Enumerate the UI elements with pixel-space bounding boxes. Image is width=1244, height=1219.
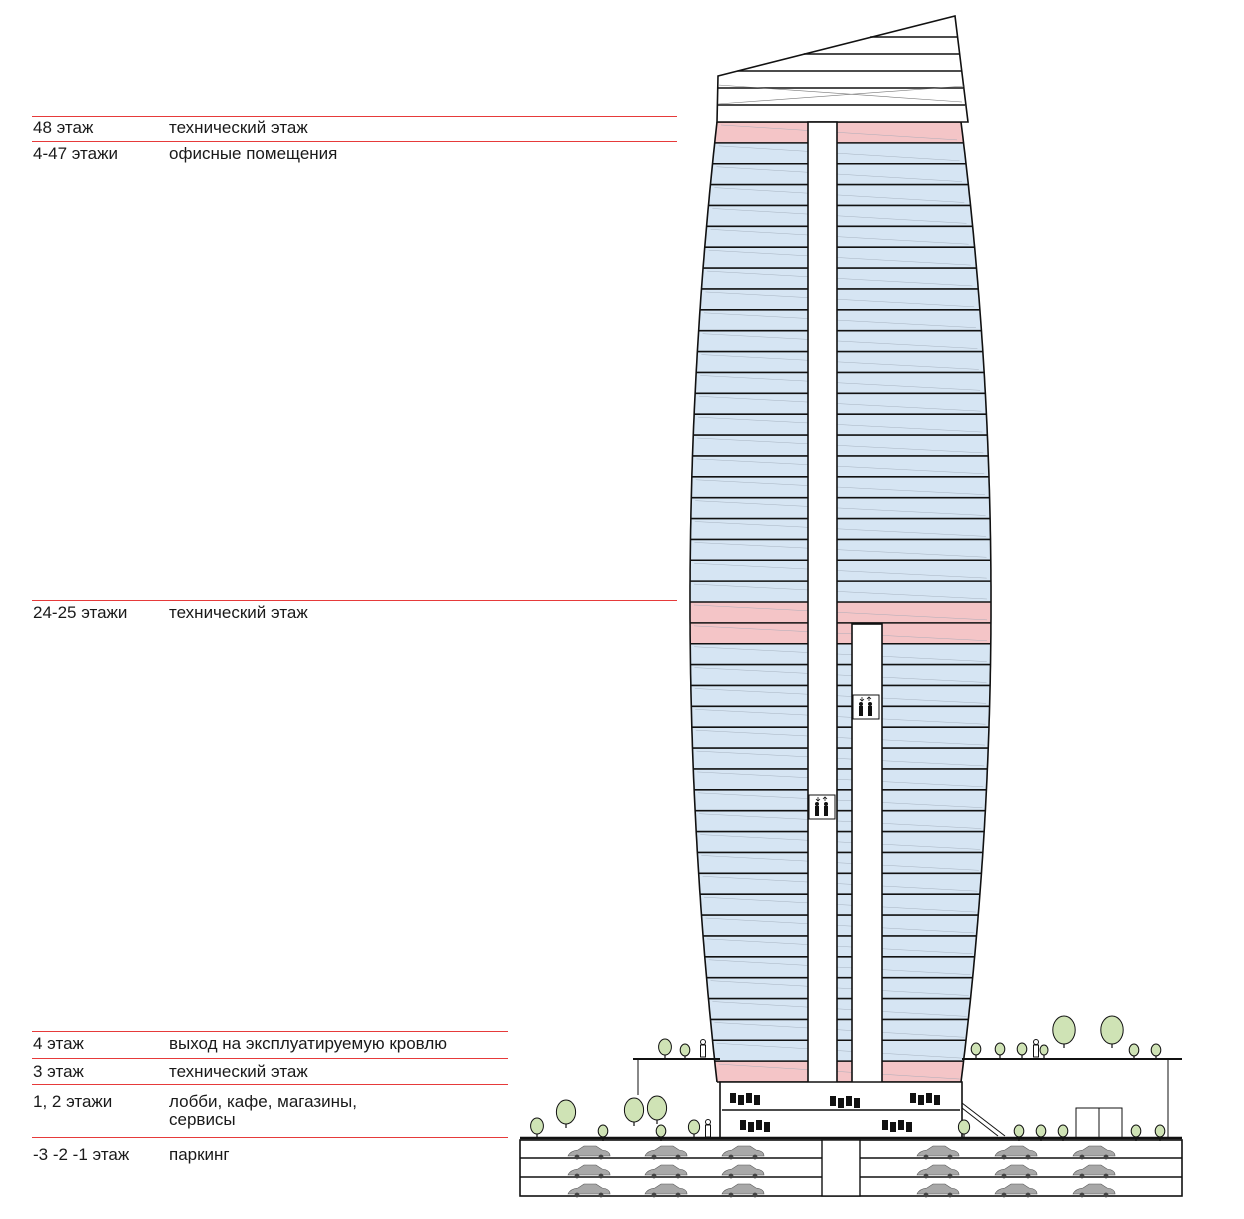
tree-icon (995, 1043, 1005, 1059)
legend-description: выход на эксплуатируемую кровлю (169, 1034, 447, 1053)
furniture-piece (890, 1122, 896, 1132)
tree-crown (1129, 1044, 1139, 1056)
tree-crown (531, 1118, 544, 1134)
tree-icon (688, 1120, 699, 1138)
car-wheel (1080, 1193, 1085, 1198)
car-wheel (1026, 1155, 1031, 1160)
car-wheel (1104, 1174, 1109, 1179)
tree-icon (1101, 1016, 1123, 1048)
car-wheel (575, 1174, 580, 1179)
person-body (706, 1125, 711, 1137)
car-wheel (599, 1155, 604, 1160)
car-wheel (1002, 1155, 1007, 1160)
furniture-piece (918, 1095, 924, 1105)
tree-crown (624, 1098, 643, 1122)
tree-crown (1155, 1125, 1165, 1137)
tree-icon (1017, 1043, 1027, 1059)
legend-description: технический этаж (169, 118, 308, 137)
legend-floor-label: 3 этаж (33, 1062, 84, 1081)
elevator-cab (809, 795, 835, 819)
car-wheel (676, 1155, 681, 1160)
tree-crown (1040, 1045, 1048, 1055)
furniture-piece (748, 1122, 754, 1132)
furniture-piece (730, 1093, 736, 1103)
tree-icon (659, 1039, 672, 1059)
car-wheel (652, 1174, 657, 1179)
tree-icon (647, 1096, 666, 1124)
legend-description: офисные помещения (169, 144, 338, 163)
car-wheel (1002, 1174, 1007, 1179)
furniture-piece (830, 1096, 836, 1106)
tree-crown (659, 1039, 672, 1055)
car-wheel (1026, 1174, 1031, 1179)
tree-crown (1036, 1125, 1046, 1137)
tree-icon (1151, 1044, 1161, 1060)
person-icon (1034, 1040, 1039, 1058)
car-wheel (1002, 1193, 1007, 1198)
person-head (706, 1120, 711, 1125)
furniture-piece (846, 1096, 852, 1106)
legend-floor-label: 24-25 этажи (33, 603, 128, 622)
furniture-piece (934, 1095, 940, 1105)
tree-crown (995, 1043, 1005, 1055)
car-wheel (1104, 1193, 1109, 1198)
person-icon (824, 806, 828, 816)
tree-crown (958, 1120, 969, 1134)
tree-crown (647, 1096, 666, 1120)
person-icon (859, 706, 863, 716)
tree-crown (1058, 1125, 1068, 1137)
person-icon (815, 802, 819, 806)
elevator-icon (853, 695, 879, 719)
furniture-piece (906, 1122, 912, 1132)
furniture-piece (838, 1098, 844, 1108)
car-wheel (924, 1193, 929, 1198)
elevator-cab (853, 695, 879, 719)
car-wheel (575, 1155, 580, 1160)
car-wheel (1026, 1193, 1031, 1198)
car-wheel (599, 1174, 604, 1179)
tree-crown (688, 1120, 699, 1134)
furniture-piece (882, 1120, 888, 1130)
tree-crown (1101, 1016, 1123, 1044)
car-wheel (729, 1193, 734, 1198)
car-wheel (1104, 1155, 1109, 1160)
elevator-icon (809, 795, 835, 819)
legend-description: паркинг (169, 1145, 230, 1164)
tree-icon (624, 1098, 643, 1126)
person-body (1034, 1045, 1039, 1057)
car-wheel (948, 1174, 953, 1179)
car-wheel (753, 1155, 758, 1160)
tree-icon (556, 1100, 575, 1128)
tree-crown (1053, 1016, 1075, 1044)
car-wheel (948, 1193, 953, 1198)
car-wheel (575, 1193, 580, 1198)
legend-description: технический этаж (169, 1062, 308, 1081)
furniture-piece (746, 1093, 752, 1103)
legend-floor-label: 4-47 этажи (33, 144, 118, 163)
furniture-piece (764, 1122, 770, 1132)
person-head (1034, 1040, 1039, 1045)
person-icon (706, 1120, 711, 1138)
tree-crown (656, 1125, 666, 1137)
legend-floor-label: 48 этаж (33, 118, 94, 137)
legend-floor-label: 4 этаж (33, 1034, 84, 1053)
car-wheel (924, 1155, 929, 1160)
tree-icon (680, 1044, 690, 1060)
tree-crown (1131, 1125, 1141, 1137)
tree-crown (556, 1100, 575, 1124)
tree-crown (1017, 1043, 1027, 1055)
car-wheel (676, 1193, 681, 1198)
parking-core (822, 1140, 860, 1196)
tree-icon (971, 1043, 981, 1059)
tower-crown (717, 16, 968, 122)
person-icon (859, 702, 863, 706)
furniture-piece (854, 1098, 860, 1108)
car-wheel (1080, 1174, 1085, 1179)
tree-icon (1129, 1044, 1139, 1060)
car-wheel (652, 1155, 657, 1160)
legend-description: технический этаж (169, 603, 308, 622)
furniture-piece (910, 1093, 916, 1103)
furniture-piece (740, 1120, 746, 1130)
car-wheel (599, 1193, 604, 1198)
elevator-shaft (808, 122, 837, 1084)
car-wheel (652, 1193, 657, 1198)
legend-floor-label: -3 -2 -1 этаж (33, 1145, 130, 1164)
legend-description: лобби, кафе, магазины, сервисы (169, 1092, 357, 1129)
tree-icon (531, 1118, 544, 1138)
tree-crown (680, 1044, 690, 1056)
tree-crown (598, 1125, 608, 1137)
tree-crown (971, 1043, 981, 1055)
person-icon (701, 1040, 706, 1058)
tree-icon (1040, 1045, 1048, 1059)
car-wheel (753, 1174, 758, 1179)
car-wheel (729, 1155, 734, 1160)
car-wheel (948, 1155, 953, 1160)
elevator-shaft (852, 624, 882, 1084)
person-icon (815, 806, 819, 816)
furniture-piece (756, 1120, 762, 1130)
tree-crown (1151, 1044, 1161, 1056)
furniture-piece (926, 1093, 932, 1103)
car-wheel (676, 1174, 681, 1179)
furniture-piece (738, 1095, 744, 1105)
furniture-piece (754, 1095, 760, 1105)
car-wheel (924, 1174, 929, 1179)
crown-frame (717, 16, 968, 122)
car-wheel (729, 1174, 734, 1179)
parking-levels (520, 1138, 1182, 1197)
legend-floor-label: 1, 2 этажи (33, 1092, 113, 1111)
car-wheel (753, 1193, 758, 1198)
person-icon (868, 706, 872, 716)
car-wheel (1080, 1155, 1085, 1160)
person-head (701, 1040, 706, 1045)
tree-crown (1014, 1125, 1024, 1137)
furniture-piece (898, 1120, 904, 1130)
person-body (701, 1045, 706, 1057)
tree-icon (1053, 1016, 1075, 1048)
person-icon (824, 802, 828, 806)
person-icon (868, 702, 872, 706)
